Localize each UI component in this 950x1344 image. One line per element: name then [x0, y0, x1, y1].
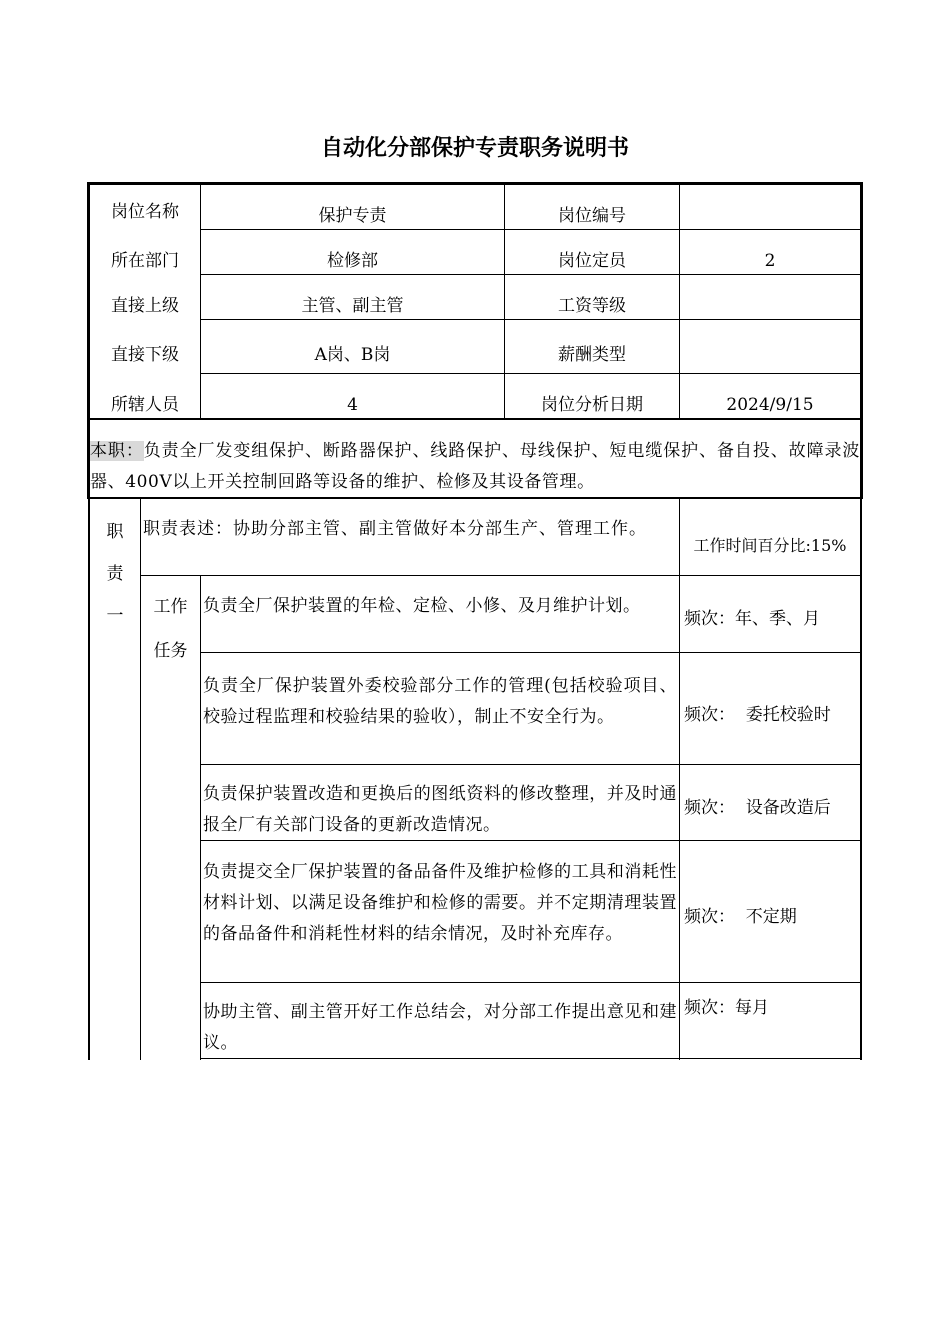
- value-salary-grade: [680, 286, 860, 326]
- duty-paragraph: [90, 436, 860, 498]
- label-analysis-date: 岗位分析日期: [541, 395, 643, 415]
- section-label-2: 责: [106, 564, 124, 584]
- task-label-1: 工作: [153, 597, 188, 617]
- label-direct-superior: 直接上级: [111, 296, 179, 316]
- value-headcount: 2: [764, 251, 776, 271]
- task-text-1: 负责全厂保护装置的年检、定检、小修、及月维护计划。: [203, 596, 641, 616]
- task-text-2: 负责全厂保护装置外委校验部分工作的管理(包括校验项目、校验过程监理和校验结果的验收），制止不安全行为。: [203, 676, 677, 727]
- duty-text: 负责全厂发变组保护、断路器保护、线路保护、母线保护、短电缆保护、备自投、故障录波器、400V以上开关控制回路等设备的维护、检修及其设备管理。: [90, 441, 860, 492]
- task-text-5: 协助主管、副主管开好工作总结会，对分部工作提出意见和建议。: [203, 1002, 677, 1053]
- task-frequency-1: 频次：年、季、月: [684, 609, 820, 629]
- value-staff-count: 4: [347, 395, 358, 415]
- label-pay-type: 薪酬类型: [558, 345, 626, 365]
- label-headcount: 岗位定员: [558, 251, 626, 271]
- duty-label: 本职：: [90, 441, 144, 461]
- work-time-percentage: 工作时间百分比:15%: [693, 536, 847, 555]
- task-text-4: 负责提交全厂保护装置的备品备件及维护检修的工具和消耗性材料计划、以满足设备维护和检修的需要。并不定期清理装置的备品备件和消耗性材料的结余情况，及时补充库存。: [203, 862, 677, 944]
- task-text-3: 负责保护装置改造和更换后的图纸资料的修改整理，并及时通报全厂有关部门设备的更新改造情况。: [203, 784, 677, 835]
- value-position-name: 保护专责: [318, 206, 387, 226]
- label-salary-grade: 工资等级: [558, 296, 626, 316]
- task-label-2: 任务: [153, 641, 188, 661]
- label-position-number: 岗位编号: [558, 206, 626, 226]
- value-department: 检修部: [327, 251, 378, 271]
- label-direct-subordinate: 直接下级: [111, 345, 179, 365]
- value-direct-subordinate: A岗、B岗: [314, 345, 391, 365]
- section-label-1: 职: [106, 522, 124, 542]
- section-label-3: 一: [106, 606, 124, 626]
- value-direct-superior: 主管、副主管: [301, 296, 404, 316]
- task-frequency-5: 频次：每月: [684, 998, 769, 1018]
- label-department: 所在部门: [111, 251, 179, 271]
- value-pay-type: [680, 335, 860, 375]
- task-frequency-3: 频次： 设备改造后: [684, 798, 831, 818]
- label-staff-count: 所辖人员: [111, 395, 179, 415]
- task-frequency-4: 频次： 不定期: [684, 907, 797, 927]
- value-analysis-date: 2024/9/15: [726, 395, 814, 415]
- value-position-number: [680, 196, 860, 236]
- responsibility-statement: 职责表述：协助分部主管、副主管做好本分部生产、管理工作。: [143, 519, 647, 539]
- document-title: 自动化分部保护专责职务说明书: [320, 136, 629, 161]
- task-frequency-2: 频次： 委托校验时: [684, 705, 831, 725]
- label-position-name: 岗位名称: [111, 202, 179, 222]
